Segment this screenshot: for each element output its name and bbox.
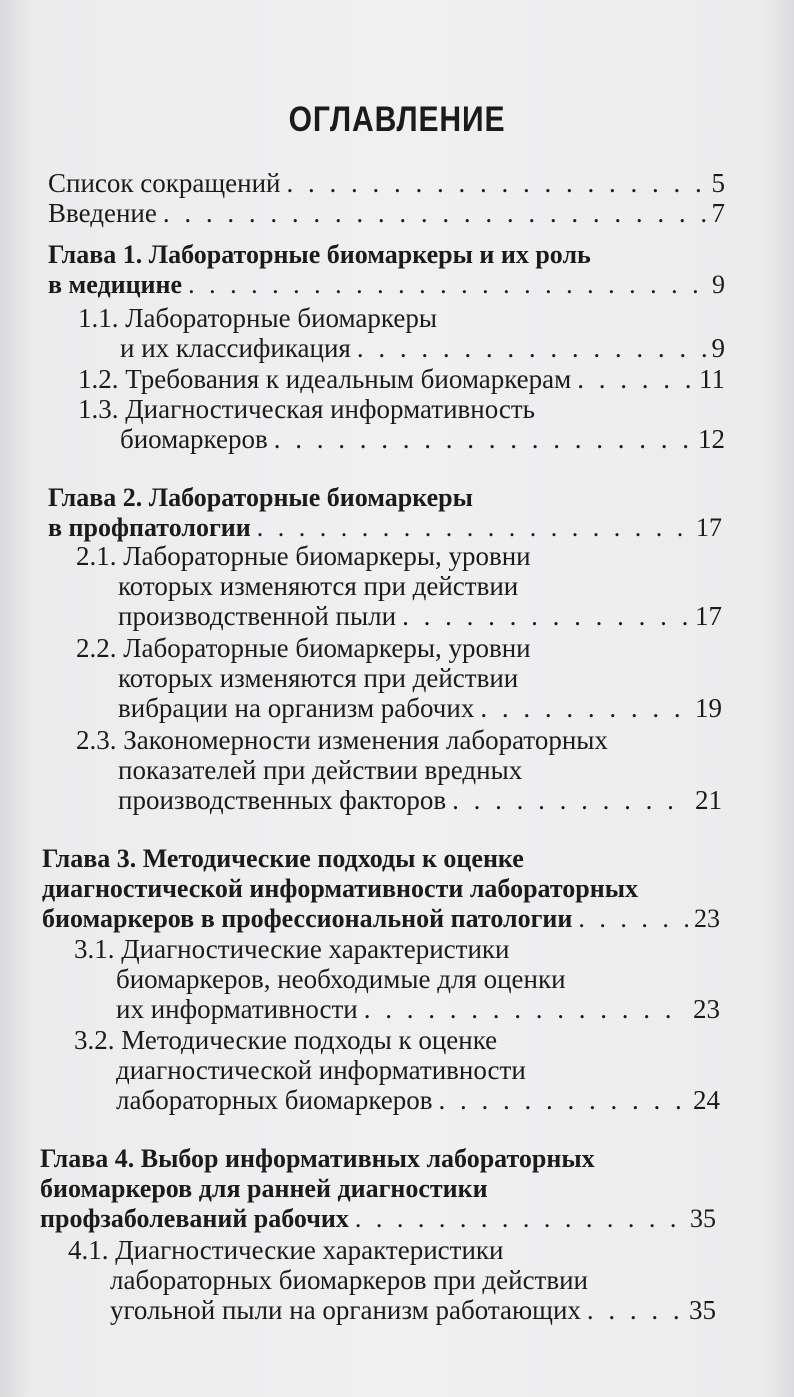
page-number: 17	[695, 601, 722, 631]
toc-entry-text: Глава 2. Лабораторные биомаркеры	[48, 483, 473, 512]
toc-entry-line	[68, 1235, 716, 1265]
toc-entry-text: и их классификация	[120, 333, 351, 363]
dot-leader	[355, 1204, 684, 1234]
toc-entry-line	[42, 844, 720, 874]
page-number: 35	[689, 1295, 716, 1325]
toc-entry-line	[74, 1025, 720, 1055]
dot-leader	[452, 785, 689, 815]
toc-entry-text: диагностической информативности	[116, 1055, 526, 1085]
toc-entry-text: производственных факторов	[118, 785, 447, 815]
toc-entry-line	[76, 541, 722, 571]
toc-entry-text: Глава 4. Выбор информативных лабораторных	[40, 1144, 595, 1173]
toc-entry-line	[116, 1085, 720, 1115]
dot-leader	[578, 904, 688, 934]
page-number: 24	[693, 1085, 720, 1115]
toc-entry-text: производственной пыли	[118, 601, 397, 631]
toc-entry-text: в профпатологии	[48, 513, 251, 542]
dot-leader	[439, 1085, 688, 1115]
toc-entry-text: которых изменяются при действии	[118, 663, 519, 693]
toc-entry-line	[42, 874, 720, 904]
toc-entry-line	[40, 1174, 716, 1204]
toc-entry-line	[48, 168, 725, 198]
toc-entry-text: угольной пыли на организм работающих	[110, 1295, 581, 1325]
toc-entry-line	[42, 904, 720, 934]
dot-leader	[402, 601, 689, 631]
toc-entry-line	[118, 755, 722, 785]
toc-entry-text: 2.3. Закономерности изменения лабораторных	[76, 725, 608, 755]
toc-entry-text: Глава 1. Лабораторные биомаркеры и их роль	[48, 240, 591, 269]
dot-leader	[577, 364, 693, 394]
page-number: 19	[695, 693, 722, 723]
toc-entry-text: 4.1. Диагностические характеристики	[68, 1235, 504, 1265]
dot-leader	[364, 994, 687, 1024]
page-number: 12	[698, 424, 725, 454]
dot-leader	[286, 168, 705, 198]
page-number: 5	[711, 168, 725, 198]
toc-entry-line	[78, 394, 725, 424]
dot-leader	[274, 424, 692, 454]
dot-leader	[163, 198, 706, 228]
toc-entry-line	[78, 303, 725, 333]
toc-entry-line	[120, 424, 725, 454]
toc-entry-line	[48, 198, 725, 228]
toc-entry-text: биомаркеров	[120, 424, 268, 454]
toc-entry-text: лабораторных биомаркеров	[116, 1085, 433, 1115]
toc-entry-line	[48, 270, 725, 300]
dot-leader	[480, 693, 689, 723]
toc-entry-text: 2.1. Лабораторные биомаркеры, уровни	[76, 541, 531, 571]
toc-entry-text: 1.1. Лабораторные биомаркеры	[78, 303, 437, 333]
page-number: 23	[693, 994, 720, 1024]
toc-entry-line	[40, 1204, 716, 1234]
toc-entry-text: лабораторных биомаркеров при действии	[110, 1265, 588, 1295]
page-number: 9	[712, 270, 725, 299]
page-number: 11	[699, 364, 725, 394]
toc-entry-text: 1.3. Диагностическая информативность	[78, 394, 535, 424]
toc-entry-text: Глава 3. Методические подходы к оценке	[42, 844, 524, 873]
dot-leader	[357, 333, 706, 363]
page-number: 17	[696, 513, 722, 542]
toc-entry-line	[118, 693, 722, 723]
toc-entry-text: Введение	[48, 198, 157, 228]
page-number: 7	[711, 198, 725, 228]
toc-entry-line	[116, 994, 720, 1024]
toc-entry-line	[48, 483, 722, 513]
toc-entry-line	[118, 601, 722, 631]
toc-entry-line	[110, 1265, 716, 1295]
dot-leader	[257, 513, 690, 543]
toc-entry-line	[78, 364, 725, 394]
toc-entry-text: биомаркеров, необходимые для оценки	[116, 964, 566, 994]
toc-entry-line	[40, 1144, 716, 1174]
toc-entry-text: 1.2. Требования к идеальным биомаркерам	[78, 364, 572, 394]
toc-entry-line	[76, 725, 722, 755]
toc-entry-text: 3.2. Методические подходы к оценке	[74, 1025, 498, 1055]
toc-entry-text: которых изменяются при действии	[118, 571, 519, 601]
toc-entry-text: Список сокращений	[48, 168, 281, 198]
toc-entry-text: показателей при действии вредных	[118, 755, 523, 785]
toc-entry-text: в медицине	[48, 270, 183, 299]
toc-entry-line	[118, 663, 722, 693]
toc-entry-line	[118, 785, 722, 815]
toc-entry-line	[48, 240, 725, 270]
toc-entry-text: 2.2. Лабораторные биомаркеры, уровни	[76, 633, 531, 663]
toc-entry-text: профзаболеваний рабочих	[40, 1204, 349, 1233]
toc-entry-line	[74, 934, 720, 964]
dot-leader	[188, 270, 706, 300]
toc-entry-text: диагностической информативности лабораторных	[42, 874, 639, 903]
toc-entry-line	[48, 513, 722, 543]
page-number: 23	[694, 904, 720, 933]
toc-entry-text: их информативности	[116, 994, 358, 1024]
toc-entry-text: вибрации на организм рабочих	[118, 693, 475, 723]
toc-entry-line	[120, 333, 725, 363]
toc-entry-text: биомаркеров в профессиональной патологии	[42, 904, 573, 933]
toc-entry-line	[116, 964, 720, 994]
toc-entry-line	[116, 1055, 720, 1085]
toc-entry-text: биомаркеров для ранней диагностики	[40, 1174, 488, 1203]
page-number: 35	[690, 1204, 716, 1233]
page-title: ОГЛАВЛЕНИЕ	[288, 100, 506, 139]
page-number: 9	[711, 333, 725, 363]
page-number: 21	[695, 785, 722, 815]
dot-leader	[587, 1295, 683, 1325]
toc-entry-line	[76, 633, 722, 663]
toc-entry-text: 3.1. Диагностические характеристики	[74, 934, 510, 964]
toc-entry-line	[110, 1295, 716, 1325]
toc-entry-line	[118, 571, 722, 601]
